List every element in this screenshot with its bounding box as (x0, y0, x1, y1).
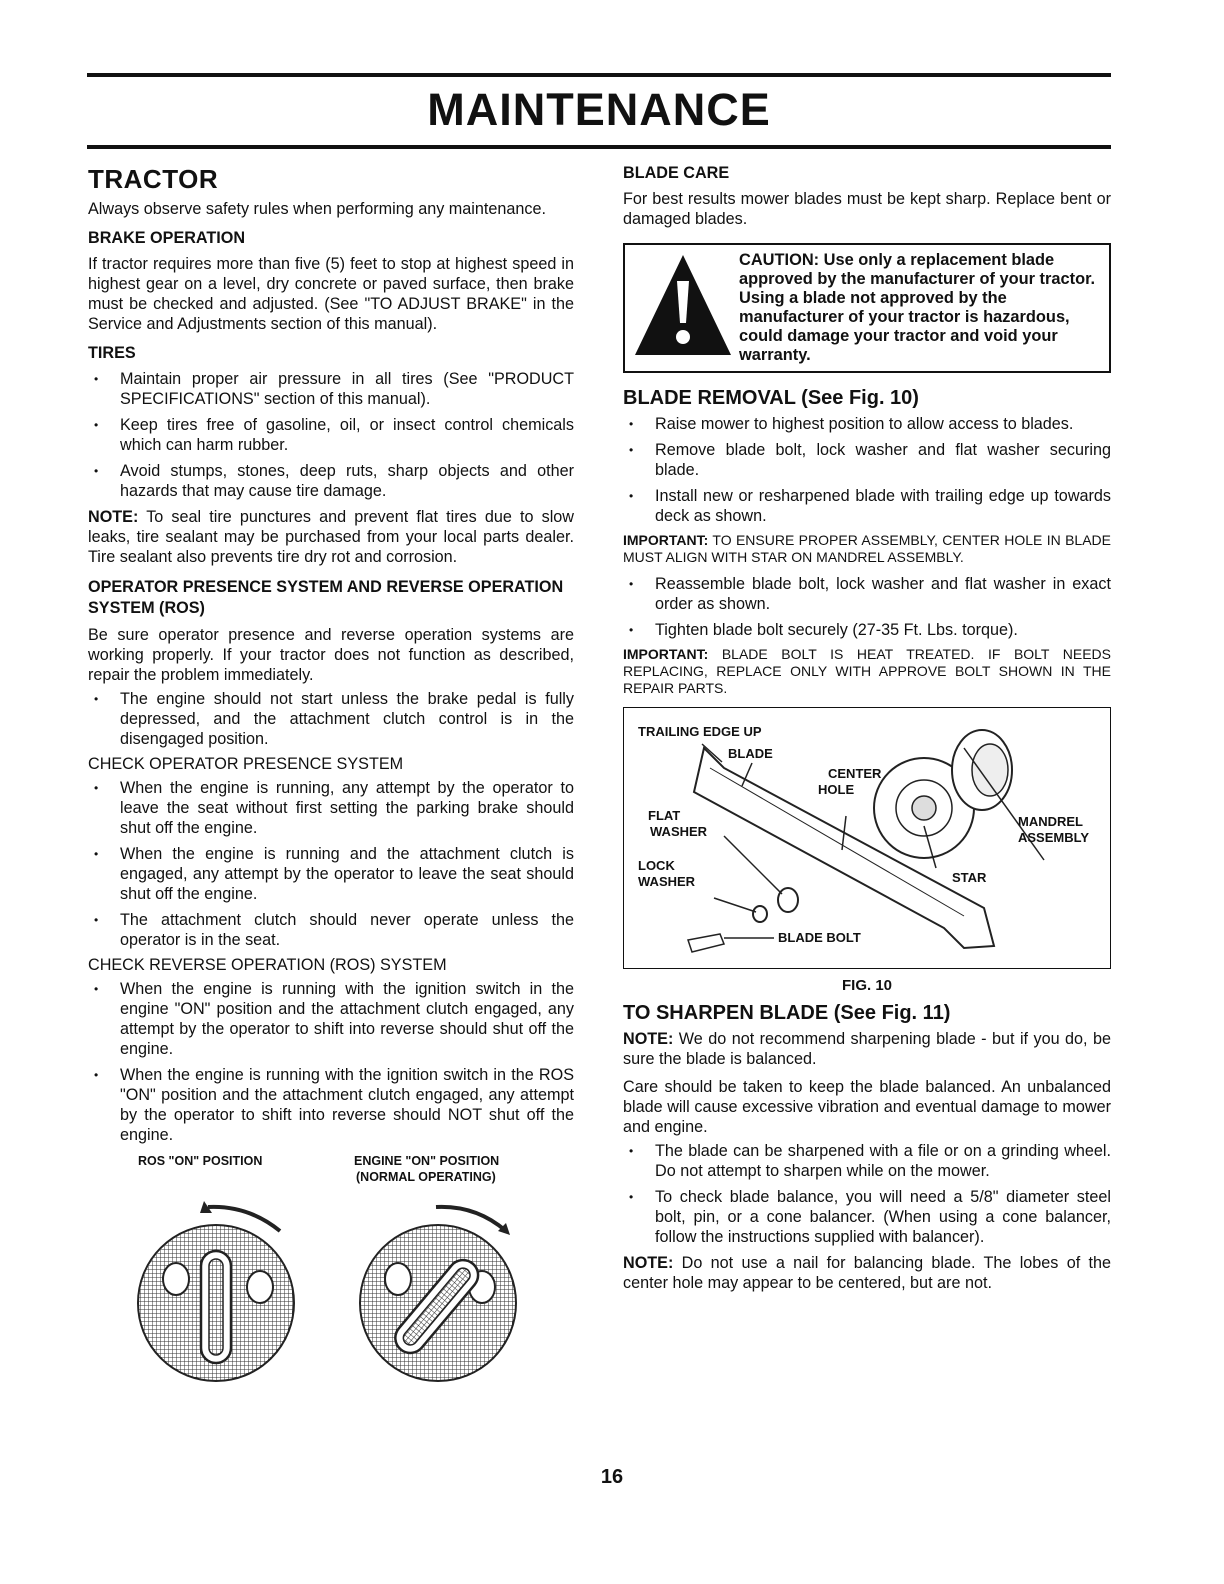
left-column (88, 160, 574, 1403)
list-item: • When the engine is running with the ignition switch in the engine "ON" position and the attachment clutch engaged, any attempt by the operator to shift into reverse should shut off the engine. (88, 979, 574, 1059)
list-item: • Maintain proper air pressure in all tires (See "PRODUCT SPECIFICATIONS" section of this manual). (88, 369, 574, 409)
check-ros-heading: CHECK REVERSE OPERATION (ROS) SYSTEM (88, 956, 447, 974)
ops-text: Be sure operator presence and reverse operation systems are working properly. If your tractor does not function as described, repair the problem immediately. (88, 626, 574, 684)
mandrel-label-2: ASSEMBLY (1018, 830, 1090, 845)
note-label: NOTE: (88, 508, 139, 526)
sharpen-list (623, 1141, 1111, 1247)
list-item: • Tighten blade bolt securely (27-35 Ft. Lbs. torque). (623, 620, 1111, 640)
ops-heading: OPERATOR PRESENCE SYSTEM AND REVERSE OPERATION SYSTEM (ROS) (88, 578, 564, 617)
list-item: • Remove blade bolt, lock washer and flat washer securing blade. (623, 440, 1111, 480)
list-item: • Avoid stumps, stones, deep ruts, sharp objects and other hazards that may cause tire damage. (88, 461, 574, 501)
top-rule (87, 73, 1111, 77)
flat-washer-label: FLAT (648, 808, 681, 823)
ros-position-label: ROS "ON" POSITION (138, 1154, 263, 1168)
check-ros-list (88, 979, 574, 1145)
important-text: TO ENSURE PROPER ASSEMBLY, CENTER HOLE IN BLADE MUST ALIGN WITH STAR ON MANDREL ASSEMBLY. (623, 532, 1111, 565)
blade-care-text: For best results mower blades must be kept sharp. Replace bent or damaged blades. (623, 190, 1111, 228)
note-label: NOTE: (623, 1254, 674, 1272)
caution-text: CAUTION: Use only a replacement blade approved by the manufacturer of your tractor. Using a blade not approved by the manufacturer of your tractor is hazardous, could damage your tractor and void your warranty. (739, 251, 1096, 364)
ros-switch-icon (138, 1201, 294, 1381)
check-ops-list (88, 778, 574, 950)
right-column (623, 160, 1111, 1293)
ignition-switch-illustrations (88, 1193, 574, 1403)
list-item: • To check blade balance, you will need a 5/8" diameter steel bolt, pin, or a cone balancer. (When using a cone balancer, follow the instructions supplied with balancer). (623, 1187, 1111, 1247)
tractor-intro: Always observe safety rules when performing any maintenance. (88, 200, 546, 218)
center-hole-label: CENTER (828, 766, 882, 781)
lock-washer-label-2: WASHER (638, 874, 696, 889)
sharpen-note-2 (623, 1253, 1111, 1293)
list-item: • Keep tires free of gasoline, oil, or insect control chemicals which can harm rubber. (88, 415, 574, 455)
center-hole-label-2: HOLE (818, 782, 855, 797)
engine-position-label: ENGINE "ON" POSITION (354, 1154, 500, 1168)
lock-washer-label: LOCK (638, 858, 675, 873)
note-label: NOTE: (623, 1030, 674, 1048)
warning-triangle-icon (633, 251, 733, 361)
sharpen-heading: TO SHARPEN BLADE (See Fig. 11) (623, 1002, 951, 1024)
important-text: BLADE BOLT IS HEAT TREATED. IF BOLT NEEDS REPLACING, REPLACE ONLY WITH APPROVE BOLT SHOWN IN THE REPAIR PARTS. (623, 646, 1111, 696)
list-item: • The blade can be sharpened with a file or on a grinding wheel. Do not attempt to sharpen while on the mower. (623, 1141, 1111, 1181)
important-label: IMPORTANT: (623, 532, 709, 548)
figure-10 (623, 707, 1111, 969)
list-item: • The attachment clutch should never operate unless the operator is in the seat. (88, 910, 574, 950)
list-item: • Raise mower to highest position to allow access to blades. (623, 414, 1111, 434)
trailing-edge-label: TRAILING EDGE UP (638, 724, 762, 739)
blade-label: BLADE (728, 746, 773, 761)
figure-10-caption: FIG. 10 (841, 977, 893, 994)
brake-heading: BRAKE OPERATION (88, 229, 246, 247)
brake-text: If tractor requires more than five (5) feet to stop at highest speed in highest gear on a level, dry concrete or paved surface, then brake must be checked and adjusted. (See "TO ADJUST BRAKE" in the Service and Adjustments section of this manual). (88, 255, 574, 333)
tires-list (88, 369, 574, 501)
list-item: • Reassemble blade bolt, lock washer and flat washer in exact order as shown. (623, 574, 1111, 614)
blade-removal-list (623, 414, 1111, 526)
blade-removal-heading: BLADE REMOVAL (See Fig. 10) (623, 387, 919, 409)
tires-heading: TIRES (88, 344, 136, 362)
important-label: IMPORTANT: (623, 646, 709, 662)
star-label: STAR (952, 870, 987, 885)
page-number: 16 (600, 1466, 624, 1488)
tractor-heading: TRACTOR (88, 164, 219, 194)
list-item: • When the engine is running with the ignition switch in the ROS "ON" position and the attachment clutch engaged, any attempt by the operator to shift into reverse should NOT shut off the engine. (88, 1065, 574, 1145)
caution-box (623, 243, 1111, 373)
ignition-switch-figure (88, 1193, 574, 1403)
page-title: MAINTENANCE (427, 84, 771, 135)
sharpen-text: Care should be taken to keep the blade balanced. An unbalanced blade will cause excessive vibration and eventual damage to mower and engine. (623, 1078, 1111, 1136)
mandrel-label: MANDREL (1018, 814, 1083, 829)
flat-washer-label-2: WASHER (650, 824, 708, 839)
list-item: • When the engine is running, any attempt by the operator to leave the seat without first setting the parking brake should shut off the engine. (88, 778, 574, 838)
engine-switch-icon (360, 1207, 516, 1381)
note-text: To seal tire punctures and prevent flat tires due to slow leaks, tire sealant may be purchased from your local parts dealer. Tire sealant also prevents tire dry rot and corrosion. (88, 508, 574, 566)
tires-note (88, 507, 574, 567)
list-item: • When the engine is running and the attachment clutch is engaged, any attempt by the operator to leave the seat should shut off the engine. (88, 844, 574, 904)
blade-care-heading: BLADE CARE (623, 164, 730, 182)
important-note-2 (623, 646, 1111, 697)
title-underline (87, 145, 1111, 149)
ops-list (88, 689, 574, 749)
engine-position-sublabel: (NORMAL OPERATING) (356, 1170, 496, 1184)
switch-labels (88, 1153, 574, 1193)
blade-bolt-label: BLADE BOLT (778, 930, 861, 945)
note-text: Do not use a nail for balancing blade. The lobes of the center hole may appear to be centered, but are not. (623, 1254, 1111, 1292)
important-note-1 (623, 532, 1111, 566)
list-item: • Install new or resharpened blade with trailing edge up towards deck as shown. (623, 486, 1111, 526)
blade-reassemble-list (623, 574, 1111, 640)
sharpen-note-1 (623, 1029, 1111, 1069)
note-text: We do not recommend sharpening blade - but if you do, be sure the blade is balanced. (623, 1030, 1111, 1068)
check-ops-heading: CHECK OPERATOR PRESENCE SYSTEM (88, 755, 404, 773)
list-item: • The engine should not start unless the brake pedal is fully depressed, and the attachment clutch control is in the disengaged position. (88, 689, 574, 749)
